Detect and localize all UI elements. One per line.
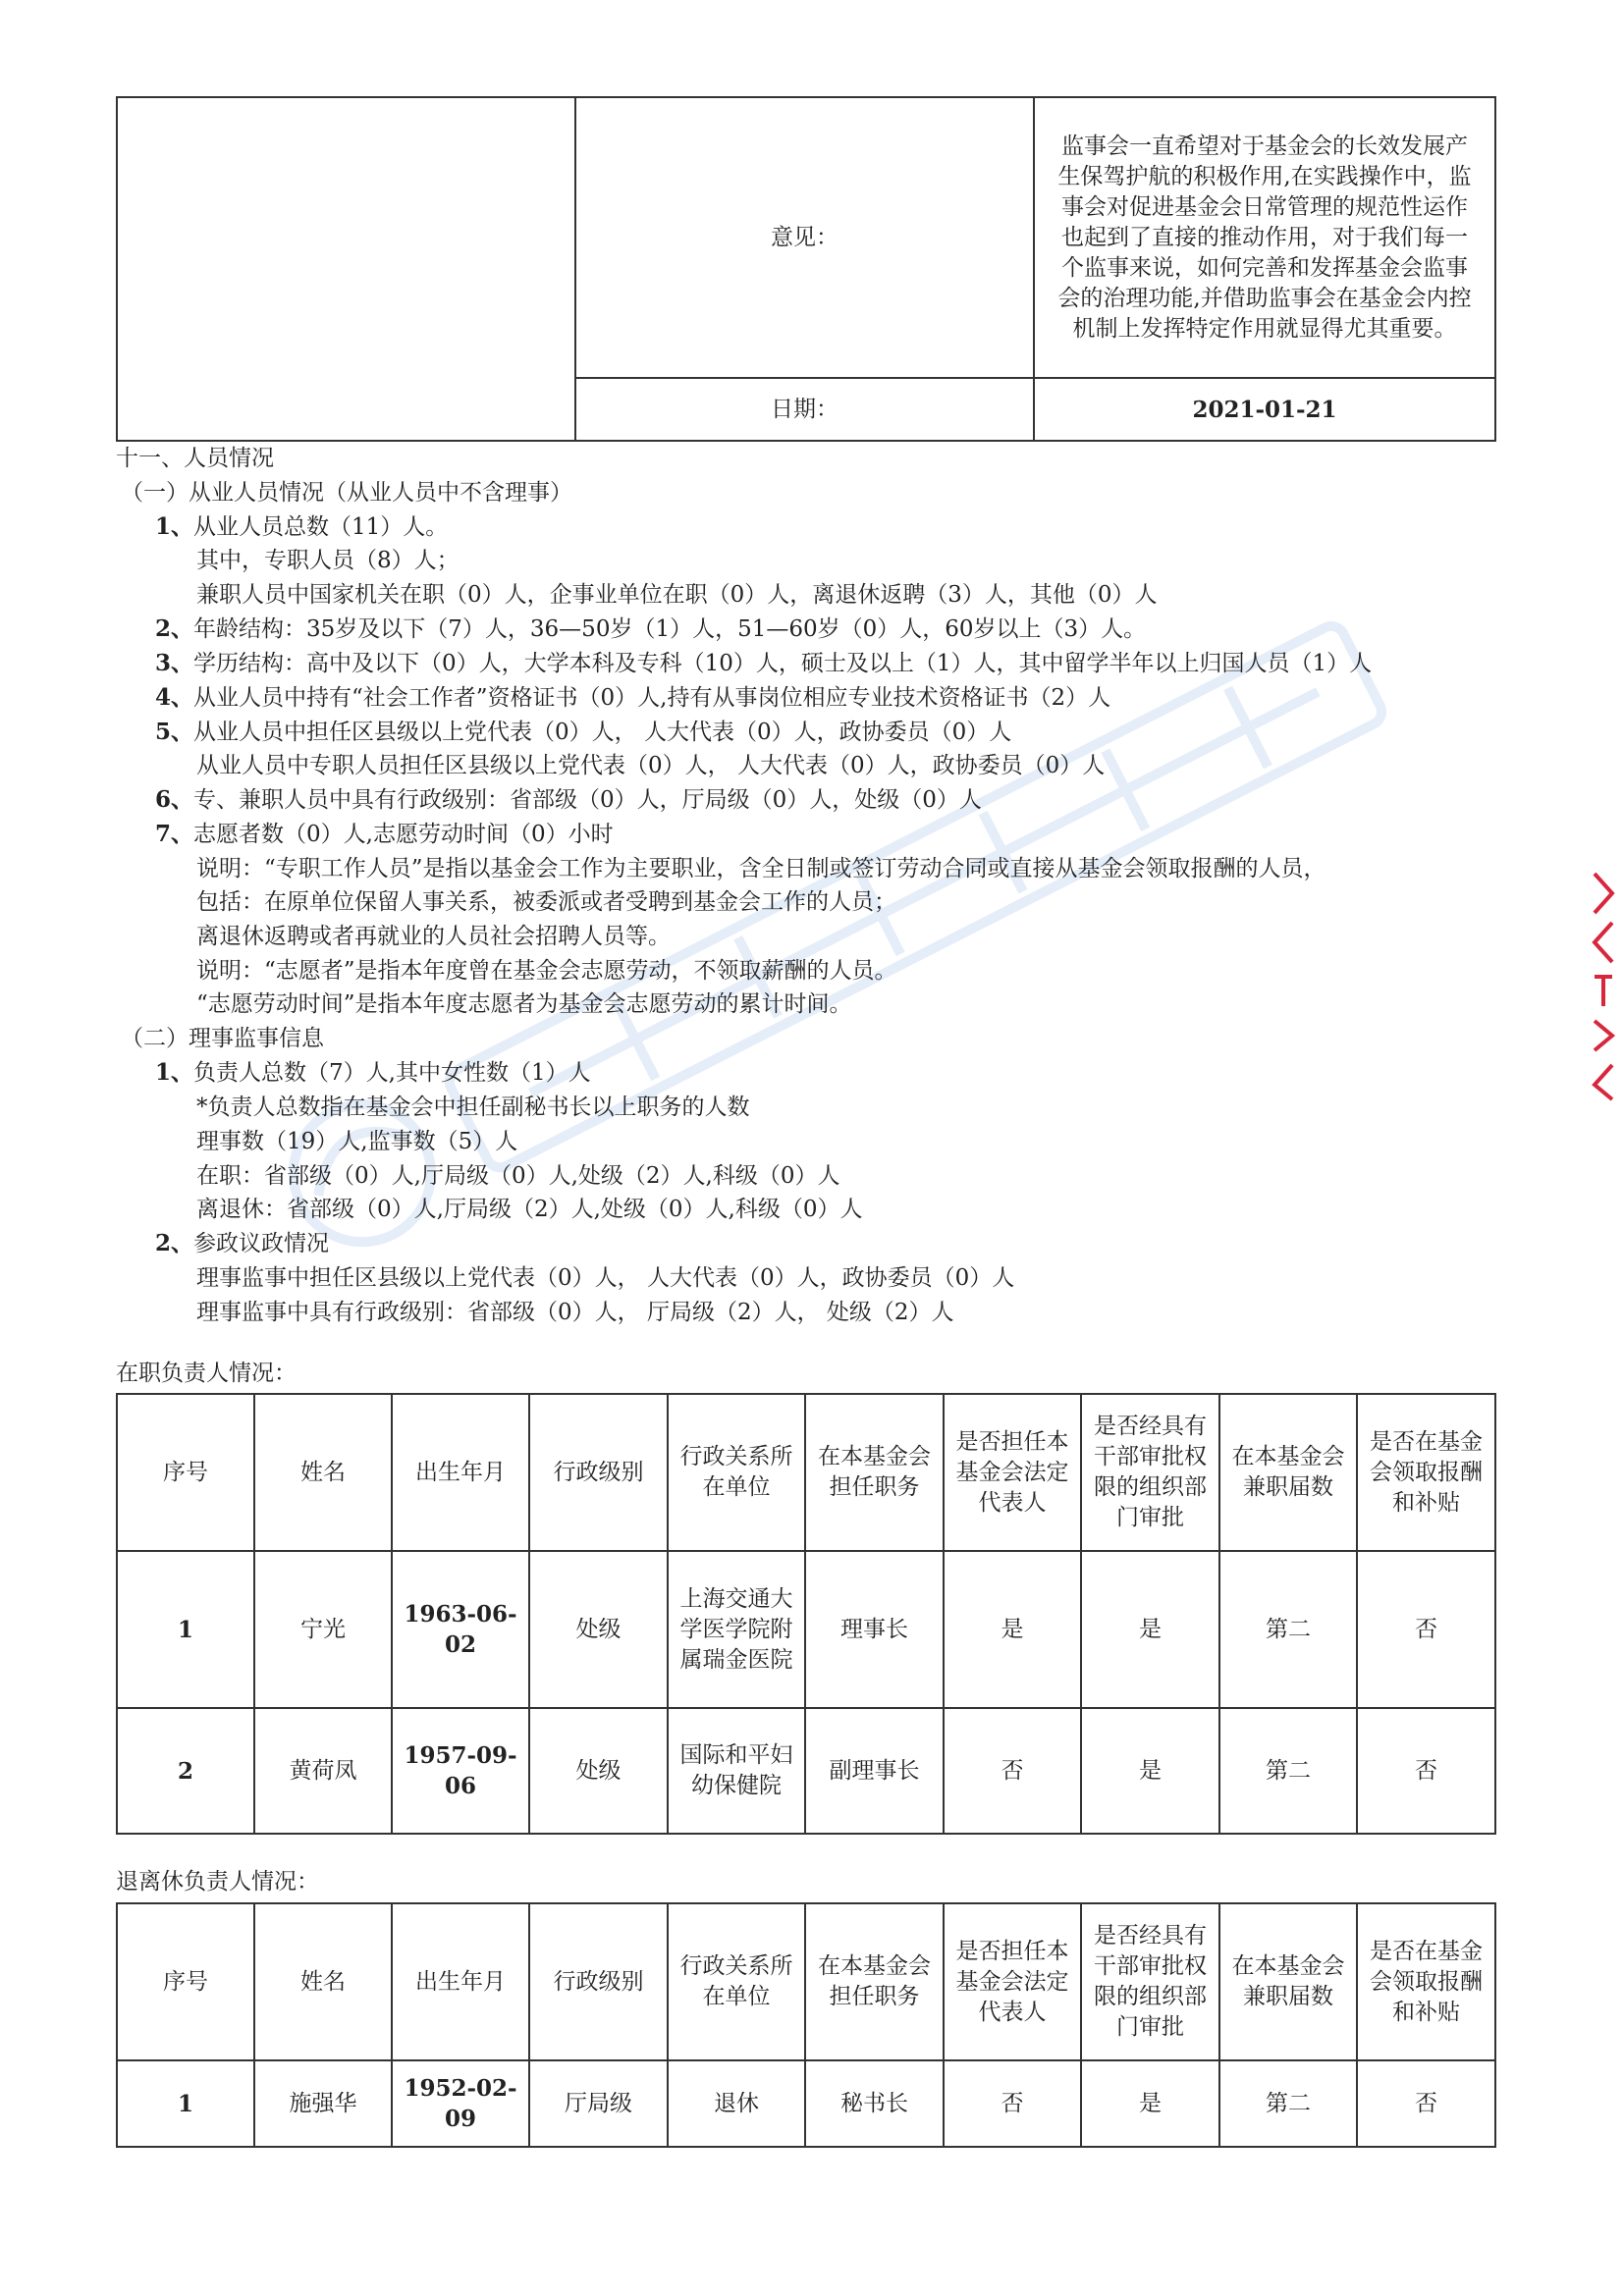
list-item: 7、志愿者数（0）人,志愿劳动时间（0）小时 [155, 821, 614, 847]
cell-unit: 上海交通大学医学院附属瑞金医院 [668, 1551, 805, 1708]
header-legal-rep: 是否担任本基金会法定代表人 [944, 1903, 1081, 2060]
header-admin-level: 行政级别 [529, 1394, 668, 1551]
incumbent-leaders-table [116, 1393, 1496, 1835]
cell-position: 副理事长 [805, 1708, 944, 1834]
retired-table-title: 退离休负责人情况： [116, 1869, 319, 1895]
subsection-title-directors: （二）理事监事信息 [121, 1026, 324, 1051]
cell-birth: 1952-02-09 [392, 2060, 529, 2147]
list-item: 6、专、兼职人员中具有行政级别：省部级（0）人，厅局级（0）人，处级（0）人 [155, 786, 982, 813]
header-admin-level: 行政级别 [529, 1903, 668, 2060]
incumbent-table-title: 在职负责人情况： [116, 1361, 297, 1386]
table-row [117, 1551, 1495, 1708]
cell-name: 施强华 [254, 2060, 392, 2147]
cell-admin-level: 处级 [529, 1551, 668, 1708]
date-value: 2021-01-21 [1034, 378, 1495, 441]
list-item: 理事监事中担任区县级以上党代表（0）人， 人大代表（0）人，政协委员（0）人 [196, 1265, 1015, 1291]
note-line: “志愿劳动时间”是指本年度志愿者为基金会志愿劳动的累计时间。 [196, 991, 852, 1017]
subsection-title-employees: （一）从业人员情况（从业人员中不含理事） [121, 480, 572, 506]
note-line: 离退休返聘或者再就业的人员社会招聘人员等。 [196, 924, 671, 949]
signature-cell [117, 97, 575, 441]
list-item: 其中，专职人员（8）人； [196, 548, 460, 573]
list-item: 5、从业人员中担任区县级以上党代表（0）人， 人大代表（0）人，政协委员（0）人 [155, 719, 1012, 745]
cell-birth: 1957-09-06 [392, 1708, 529, 1834]
header-paid: 是否在基金会领取报酬和补贴 [1357, 1903, 1495, 2060]
list-item: 4、从业人员中持有“社会工作者”资格证书（0）人,持有从事岗位相应专业技术资格证书（2）人 [155, 684, 1111, 711]
header-terms: 在本基金会兼职届数 [1219, 1903, 1357, 2060]
list-item: 1、负责人总数（7）人,其中女性数（1）人 [155, 1059, 591, 1086]
header-unit: 行政关系所在单位 [668, 1903, 805, 2060]
header-approved: 是否经具有干部审批权限的组织部门审批 [1081, 1394, 1219, 1551]
cell-unit: 国际和平妇幼保健院 [668, 1708, 805, 1834]
header-position: 在本基金会担任职务 [805, 1903, 944, 2060]
table-row [117, 1708, 1495, 1834]
header-name: 姓名 [254, 1394, 392, 1551]
cell-approved: 是 [1081, 1708, 1219, 1834]
cell-seq: 2 [117, 1708, 254, 1834]
list-item: 离退休：省部级（0）人,厅局级（2）人,处级（0）人,科级（0）人 [196, 1197, 863, 1222]
table-header-row [117, 1394, 1495, 1551]
header-position: 在本基金会担任职务 [805, 1394, 944, 1551]
cell-approved: 是 [1081, 1551, 1219, 1708]
header-legal-rep: 是否担任本基金会法定代表人 [944, 1394, 1081, 1551]
cell-position: 秘书长 [805, 2060, 944, 2147]
cell-legal-rep: 否 [944, 1708, 1081, 1834]
cell-paid: 否 [1357, 1708, 1495, 1834]
list-item: 理事数（19）人,监事数（5）人 [196, 1129, 518, 1154]
cell-admin-level: 厅局级 [529, 2060, 668, 2147]
header-unit: 行政关系所在单位 [668, 1394, 805, 1551]
header-paid: 是否在基金会领取报酬和补贴 [1357, 1394, 1495, 1551]
header-birth: 出生年月 [392, 1903, 529, 2060]
list-item: 从业人员中专职人员担任区县级以上党代表（0）人， 人大代表（0）人，政协委员（0）人 [196, 753, 1106, 778]
cell-birth: 1963-06-02 [392, 1551, 529, 1708]
retired-leaders-table [116, 1902, 1496, 2148]
date-label: 日期： [575, 378, 1034, 441]
list-item: 兼职人员中国家机关在职（0）人，企事业单位在职（0）人，离退休返聘（3）人，其他（0）人 [196, 582, 1158, 608]
cell-seq: 1 [117, 2060, 254, 2147]
cell-terms: 第二 [1219, 1551, 1357, 1708]
section-title: 十一、人员情况 [116, 446, 274, 471]
header-birth: 出生年月 [392, 1394, 529, 1551]
note-line: 说明：“志愿者”是指本年度曾在基金会志愿劳动，不领取薪酬的人员。 [196, 958, 897, 984]
cell-paid: 否 [1357, 2060, 1495, 2147]
header-terms: 在本基金会兼职届数 [1219, 1394, 1357, 1551]
note-line: 包括：在原单位保留人事关系，被委派或者受聘到基金会工作的人员； [196, 889, 896, 915]
table-row [117, 2060, 1495, 2147]
header-seq: 序号 [117, 1903, 254, 2060]
list-item: 理事监事中具有行政级别：省部级（0）人， 厅局级（2）人， 处级（2）人 [196, 1300, 954, 1325]
cell-name: 宁光 [254, 1551, 392, 1708]
header-name: 姓名 [254, 1903, 392, 2060]
list-item: 在职：省部级（0）人,厅局级（0）人,处级（2）人,科级（0）人 [196, 1163, 840, 1189]
opinion-label: 意见： [575, 97, 1034, 378]
cell-seq: 1 [117, 1551, 254, 1708]
cell-name: 黄荷凤 [254, 1708, 392, 1834]
cell-legal-rep: 是 [944, 1551, 1081, 1708]
cell-unit: 退休 [668, 2060, 805, 2147]
list-item: 2、参政议政情况 [155, 1230, 330, 1256]
header-approved: 是否经具有干部审批权限的组织部门审批 [1081, 1903, 1219, 2060]
cell-admin-level: 处级 [529, 1708, 668, 1834]
list-item: 3、学历结构：高中及以下（0）人，大学本科及专科（10）人，硕士及以上（1）人，其中留学半年以上归国人员（1）人 [155, 650, 1373, 676]
side-seal-mark [1589, 864, 1618, 1109]
note-line: *负责人总数指在基金会中担任副秘书长以上职务的人数 [196, 1095, 750, 1120]
cell-terms: 第二 [1219, 2060, 1357, 2147]
header-seq: 序号 [117, 1394, 254, 1551]
opinion-text: 监事会一直希望对于基金会的长效发展产生保驾护航的积极作用,在实践操作中，监事会对促进基金会日常管理的规范性运作也起到了直接的推动作用，对于我们每一个监事来说，如何完善和发挥基金会监事会的治理功能,并借助监事会在基金会内控机制上发挥特定作用就显得尤其重要。 [1034, 97, 1495, 378]
cell-legal-rep: 否 [944, 2060, 1081, 2147]
list-item: 1、从业人员总数（11）人。 [155, 513, 449, 540]
cell-approved: 是 [1081, 2060, 1219, 2147]
supervisor-opinion-table [116, 96, 1496, 442]
note-line: 说明：“专职工作人员”是指以基金会工作为主要职业，含全日制或签订劳动合同或直接从基金会领取报酬的人员， [196, 856, 1326, 881]
list-item: 2、年龄结构：35岁及以下（7）人，36—50岁（1）人，51—60岁（0）人，60岁以上（3）人。 [155, 615, 1147, 642]
table-header-row [117, 1903, 1495, 2060]
cell-paid: 否 [1357, 1551, 1495, 1708]
cell-terms: 第二 [1219, 1708, 1357, 1834]
cell-position: 理事长 [805, 1551, 944, 1708]
